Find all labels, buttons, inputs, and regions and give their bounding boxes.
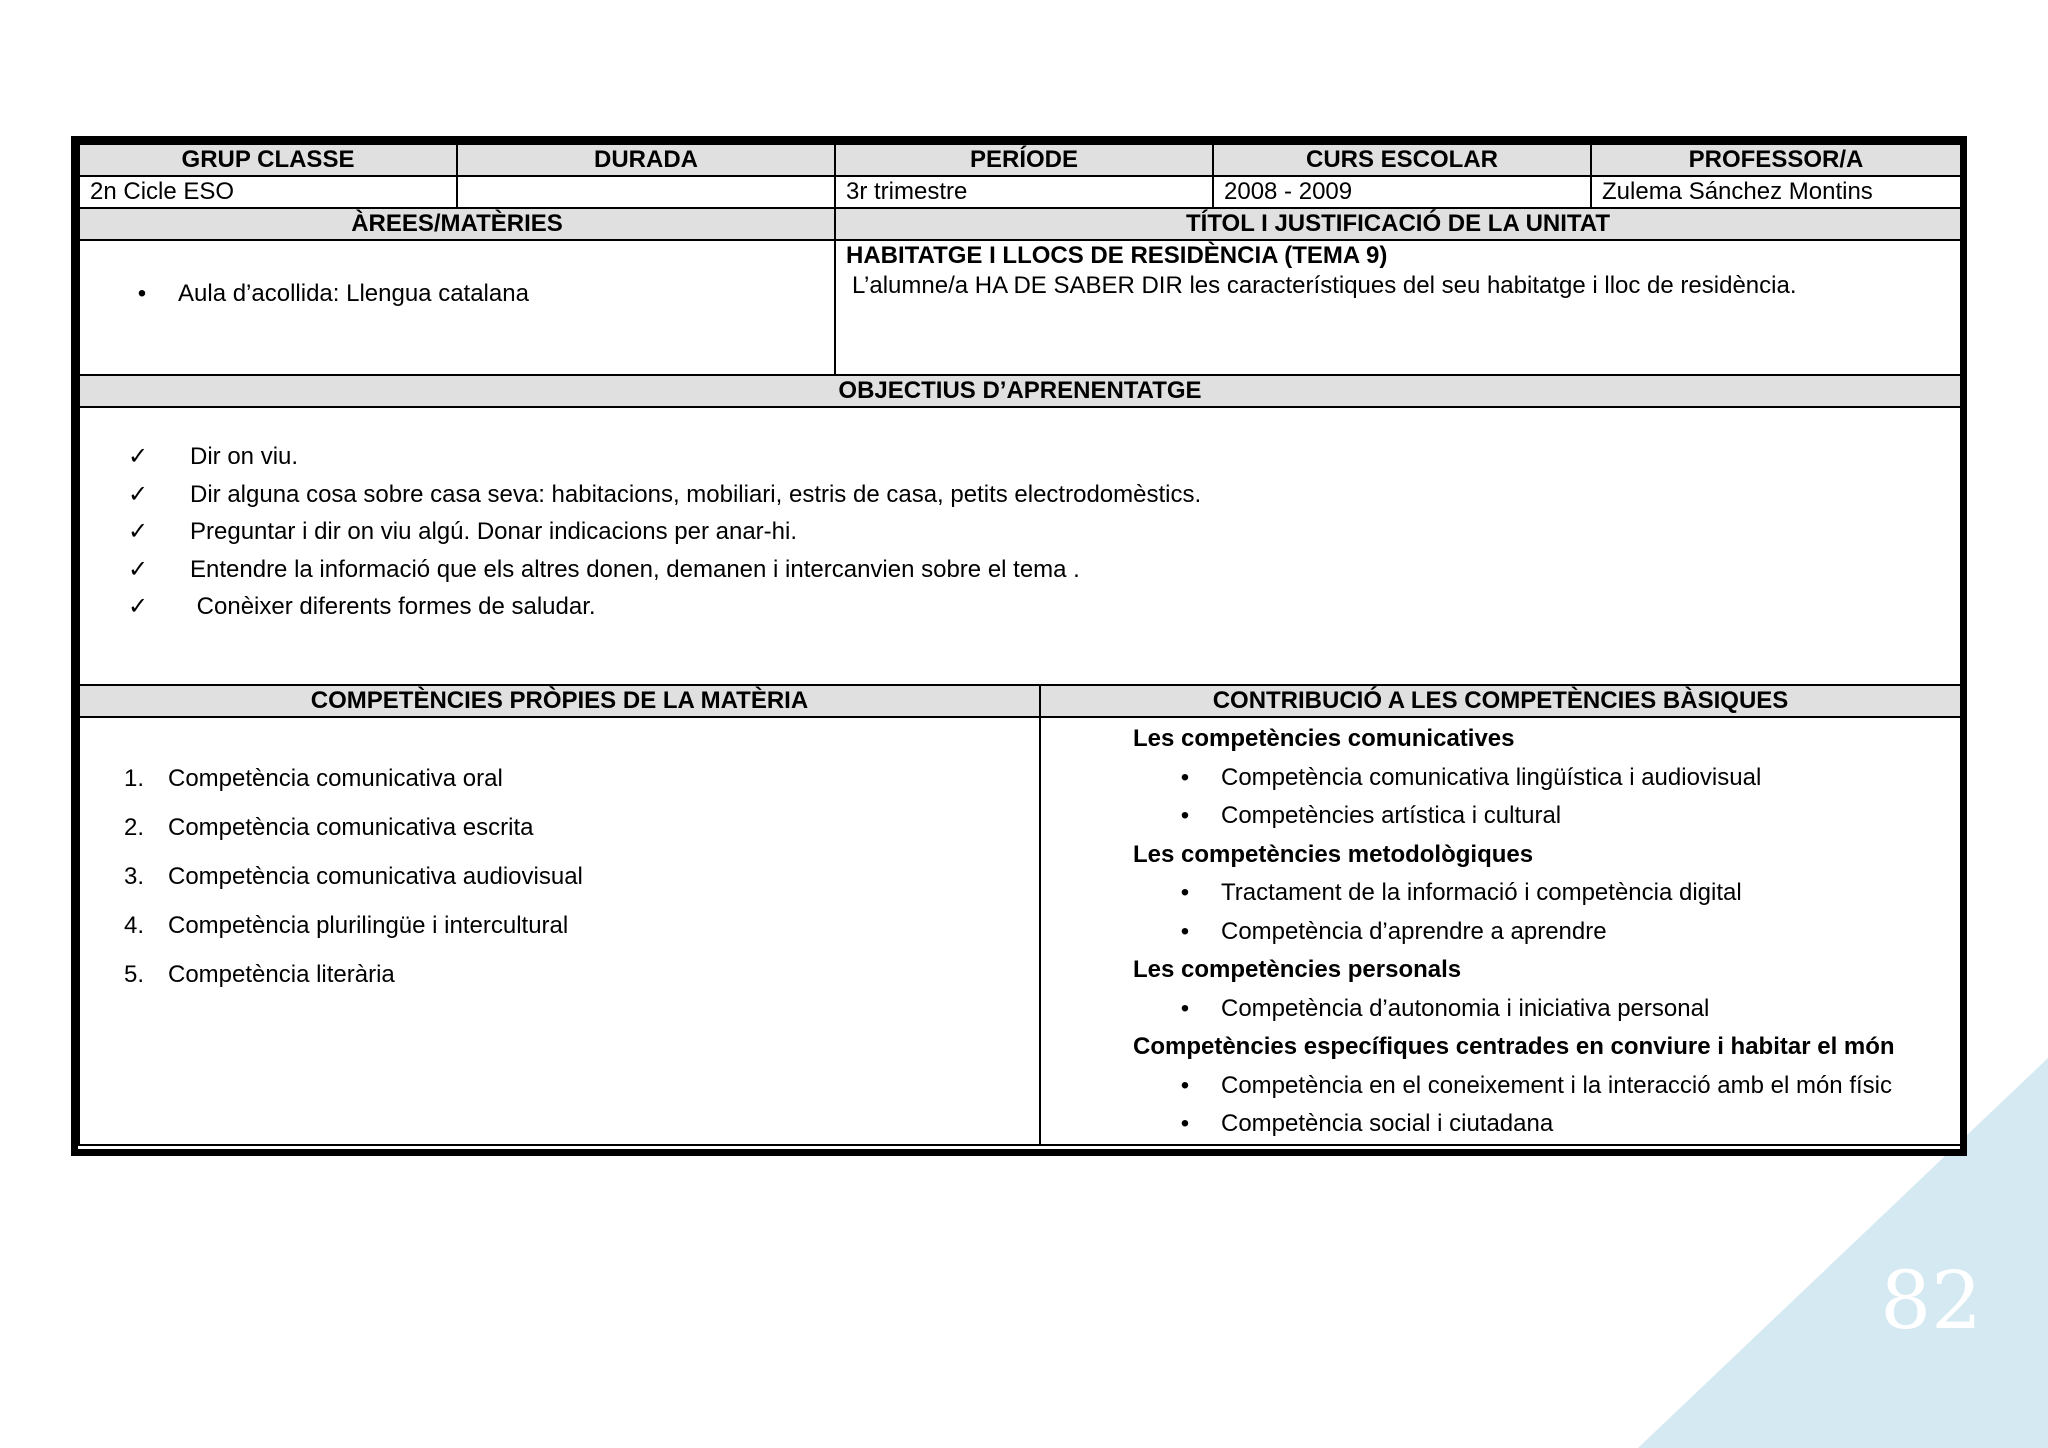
item-number: 5. [124,961,145,988]
unit-cell [835,240,1961,375]
list-item [124,911,1039,960]
bullet-icon: • [1180,994,1190,1022]
competences-content-row [79,717,1961,1145]
subject-competences-list [80,718,1039,1009]
objectives-cell [79,407,1961,685]
unit-planning-table [71,136,1967,1156]
competence-group-title: Les competències personals [1133,956,1462,983]
list-item [124,764,1039,813]
areas-title-header-row [79,208,1961,240]
objectives-content-row [79,407,1961,685]
subject-competences-heading: COMPETÈNCIES PRÒPIES DE LA MATÈRIA [79,685,1040,717]
list-item [1173,990,1960,1029]
basic-competences-list [1041,718,1960,1144]
item-number: 3. [124,863,145,890]
unit-justification: L’alumne/a HA DE SABER DIR les característiques del seu habitatge i lloc de residència. [852,272,1797,299]
bullet-icon: • [1180,917,1190,945]
objective-text: Entendre la informació que els altres donen, demanen i intercanvien sobre el tema . [190,555,1080,583]
value-curs-escolar: 2008 - 2009 [1213,176,1591,208]
list-item [1173,797,1960,836]
unit-title: HABITATGE I LLOCS DE RESIDÈNCIA (TEMA 9) [846,242,1388,269]
competence-text: Competència comunicativa lingüística i audiovisual [1221,763,1762,791]
list-item [128,588,1960,626]
list-item [130,279,824,309]
header-periode: PERÍODE [835,144,1213,176]
list-item [124,813,1039,862]
values-row [79,176,1961,208]
list-item [1173,1067,1960,1106]
list-item [1173,1105,1960,1144]
bullet-icon: • [1180,879,1190,906]
item-number: 4. [124,912,145,939]
header-curs-escolar: CURS ESCOLAR [1213,144,1591,176]
header-grup-classe: GRUP CLASSE [79,144,457,176]
list-item [124,960,1039,1009]
objective-text: Preguntar i dir on viu algú. Donar indicacions per anar-hi. [190,518,797,545]
competence-group-title: Les competències metodològiques [1133,840,1534,868]
competence-text: Competència comunicativa oral [168,765,503,792]
check-icon: ✓ [128,442,149,470]
subject-competences-cell [79,717,1040,1145]
check-icon: ✓ [128,479,149,508]
check-icon: ✓ [128,517,149,545]
planning-grid [78,143,1962,1146]
bullet-icon: • [1180,1110,1190,1137]
competence-text: Competència comunicativa audiovisual [168,863,583,890]
competence-text: Competències artística i cultural [1221,802,1562,829]
competence-text: Tractament de la informació i competència digital [1221,879,1742,906]
area-item-text: Aula d’acollida: Llengua catalana [178,280,529,307]
basic-competences-cell [1040,717,1961,1145]
objectives-heading: OBJECTIUS D’APRENENTATGE [79,375,1961,407]
header-durada: DURADA [457,144,835,176]
value-durada [457,176,835,208]
objectives-header-row [79,375,1961,407]
areas-heading: ÀREES/MATÈRIES [79,208,835,240]
competence-text: Competència literària [168,961,395,988]
competence-group-title: Competències específiques centrades en conviure i habitar el món [1133,1033,1895,1060]
objective-text: Conèixer diferents formes de saludar. [190,593,596,620]
item-number: 2. [124,814,145,841]
value-grup-classe: 2n Cicle ESO [79,176,457,208]
competence-text: Competència social i ciutadana [1221,1110,1554,1137]
competence-group-list [1133,759,1960,836]
areas-cell [79,240,835,375]
list-item [1173,759,1960,798]
list-item [1173,913,1960,952]
value-periode: 3r trimestre [835,176,1213,208]
competences-header-row [79,685,1961,717]
bullet-icon: • [1180,763,1190,791]
objectives-list [80,408,1960,626]
objective-text: Dir on viu. [190,443,299,470]
bullet-icon: • [1180,1071,1190,1099]
competence-group-list [1133,1067,1960,1144]
competence-group-list [1133,990,1960,1029]
unit-heading: TÍTOL I JUSTIFICACIÓ DE LA UNITAT [835,208,1961,240]
list-item [128,513,1960,551]
list-item [1173,874,1960,913]
check-icon: ✓ [128,592,149,620]
check-icon: ✓ [128,554,149,583]
objective-text: Dir alguna cosa sobre casa seva: habitacions, mobiliari, estris de casa, petits electrodomèstics. [190,480,1202,508]
value-professor: Zulema Sánchez Montins [1591,176,1961,208]
header-row [79,144,1961,176]
basic-competences-heading: CONTRIBUCIÓ A LES COMPETÈNCIES BÀSIQUES [1040,685,1961,717]
competence-group-list [1133,874,1960,951]
header-professor: PROFESSOR/A [1591,144,1961,176]
bullet-icon: • [137,280,147,307]
bullet-icon: • [1180,802,1190,829]
page-number: 82 [1880,1254,1982,1347]
item-number: 1. [124,765,145,792]
competence-text: Competència comunicativa escrita [168,814,534,841]
competence-text: Competència d’aprendre a aprendre [1221,917,1607,945]
competence-group-title: Les competències comunicatives [1133,725,1515,752]
list-item [128,438,1960,476]
list-item [128,476,1960,514]
list-item [124,862,1039,911]
list-item [128,551,1960,589]
areas-list [130,279,824,309]
competence-text: Competència d’autonomia i iniciativa personal [1221,994,1710,1022]
areas-title-content-row [79,240,1961,375]
competence-text: Competència en el coneixement i la interacció amb el món físic [1221,1071,1892,1099]
competence-text: Competència plurilingüe i intercultural [168,912,569,939]
